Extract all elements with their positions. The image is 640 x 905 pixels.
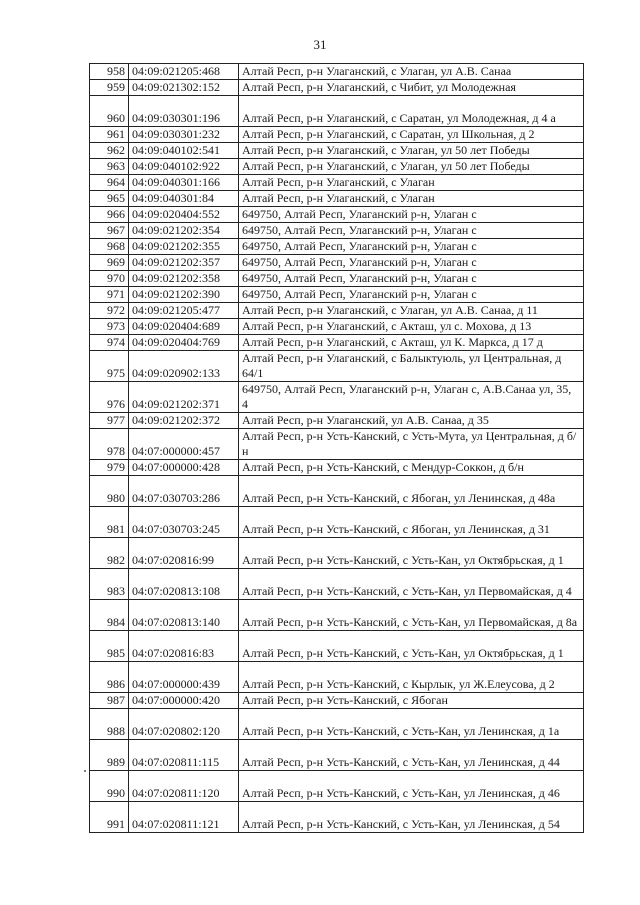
cadastral-number: 04:09:021205:477 [129, 303, 239, 319]
row-number: 980 [90, 476, 129, 507]
address: Алтай Респ, р-н Усть-Канский, с Ябоган [239, 693, 584, 709]
row-number: 968 [90, 239, 129, 255]
table-row [90, 507, 584, 538]
address: Алтай Респ, р-н Улаганский, с Чибит, ул Молодежная [239, 80, 584, 96]
table-row [90, 143, 584, 159]
table-row [90, 476, 584, 507]
cadastral-number: 04:09:020404:689 [129, 319, 239, 335]
table-row [90, 662, 584, 693]
address: Алтай Респ, р-н Улаганский, с Акташ, ул К. Маркса, д 17 д [239, 335, 584, 351]
cadastral-number: 04:07:020816:99 [129, 538, 239, 569]
address: Алтай Респ, р-н Усть-Канский, с Усть-Кан, ул Первомайская, д 4 [239, 569, 584, 600]
row-number: 989 [90, 740, 129, 771]
address: Алтай Респ, р-н Усть-Канский, с Усть-Кан, ул Ленинская, д 44 [239, 740, 584, 771]
row-number: 969 [90, 255, 129, 271]
address: Алтай Респ, р-н Усть-Канский, с Усть-Кан, ул Первомайская, д 8а [239, 600, 584, 631]
table-row [90, 127, 584, 143]
table-row [90, 223, 584, 239]
row-number: 962 [90, 143, 129, 159]
row-number: 983 [90, 569, 129, 600]
table-row [90, 303, 584, 319]
row-number: 959 [90, 80, 129, 96]
row-number: 973 [90, 319, 129, 335]
cadastral-number: 04:09:021202:372 [129, 413, 239, 429]
row-number: 961 [90, 127, 129, 143]
row-number: 982 [90, 538, 129, 569]
cadastral-number: 04:07:020811:115 [129, 740, 239, 771]
row-number: 975 [90, 351, 129, 382]
cadastral-number: 04:07:020813:140 [129, 600, 239, 631]
address: Алтай Респ, р-н Усть-Канский, с Ябоган, ул Ленинская, д 31 [239, 507, 584, 538]
cadastral-number: 04:07:020811:120 [129, 771, 239, 802]
address: Алтай Респ, р-н Улаганский, с Улаган [239, 175, 584, 191]
table-row [90, 802, 584, 833]
address: Алтай Респ, р-н Улаганский, с Улаган, ул 50 лет Победы [239, 143, 584, 159]
row-number: 977 [90, 413, 129, 429]
cadastral-number: 04:07:020811:121 [129, 802, 239, 833]
address: Алтай Респ, р-н Улаганский, ул А.В. Санаа, д 35 [239, 413, 584, 429]
cadastral-number: 04:09:040102:541 [129, 143, 239, 159]
table-row [90, 64, 584, 80]
cadastral-number: 04:09:021202:371 [129, 382, 239, 413]
address: Алтай Респ, р-н Улаганский, с Акташ, ул с. Мохова, д 13 [239, 319, 584, 335]
cadastral-number: 04:07:000000:420 [129, 693, 239, 709]
registry-table [89, 63, 584, 833]
cadastral-number: 04:09:040102:922 [129, 159, 239, 175]
address: Алтай Респ, р-н Усть-Канский, с Усть-Кан, ул Октябрьская, д 1 [239, 631, 584, 662]
table-row [90, 319, 584, 335]
address: Алтай Респ, р-н Улаганский, с Саратан, ул Школьная, д 2 [239, 127, 584, 143]
table-row [90, 271, 584, 287]
table-row [90, 429, 584, 460]
cadastral-number: 04:07:000000:428 [129, 460, 239, 476]
table-row [90, 569, 584, 600]
row-number: 978 [90, 429, 129, 460]
table-row [90, 740, 584, 771]
address: Алтай Респ, р-н Усть-Канский, с Усть-Мута, ул Центральная, д б/н [239, 429, 584, 460]
cadastral-number: 04:09:030301:232 [129, 127, 239, 143]
address: 649750, Алтай Респ, Улаганский р-н, Улаган с, А.В.Санаа ул, 35, 4 [239, 382, 584, 413]
row-number: 960 [90, 96, 129, 127]
table-row [90, 255, 584, 271]
table-row [90, 80, 584, 96]
cadastral-number: 04:09:021202:357 [129, 255, 239, 271]
table-row [90, 771, 584, 802]
row-number: 986 [90, 662, 129, 693]
cadastral-number: 04:07:030703:245 [129, 507, 239, 538]
row-number: 976 [90, 382, 129, 413]
address: 649750, Алтай Респ, Улаганский р-н, Улаган с [239, 271, 584, 287]
row-number: 965 [90, 191, 129, 207]
row-number: 966 [90, 207, 129, 223]
table-row [90, 175, 584, 191]
address: Алтай Респ, р-н Усть-Канский, с Усть-Кан, ул Ленинская, д 1а [239, 709, 584, 740]
address: Алтай Респ, р-н Улаганский, с Улаган, ул 50 лет Победы [239, 159, 584, 175]
address: Алтай Респ, р-н Усть-Канский, с Усть-Кан, ул Ленинская, д 46 [239, 771, 584, 802]
address: 649750, Алтай Респ, Улаганский р-н, Улаган с [239, 255, 584, 271]
address: Алтай Респ, р-н Усть-Канский, с Кырлык, ул Ж.Елеусова, д 2 [239, 662, 584, 693]
table-row [90, 600, 584, 631]
page-number: 31 [313, 37, 327, 52]
address: Алтай Респ, р-н Улаганский, с Балыктуюль, ул Центральная, д 64/1 [239, 351, 584, 382]
address: 649750, Алтай Респ, Улаганский р-н, Улаган с [239, 287, 584, 303]
row-number: 970 [90, 271, 129, 287]
table-row [90, 287, 584, 303]
table-row [90, 413, 584, 429]
address: Алтай Респ, р-н Усть-Канский, с Ябоган, ул Ленинская, д 48а [239, 476, 584, 507]
table-row [90, 460, 584, 476]
cadastral-number: 04:09:040301:84 [129, 191, 239, 207]
table-row [90, 335, 584, 351]
address: 649750, Алтай Респ, Улаганский р-н, Улаган с [239, 207, 584, 223]
address: Алтай Респ, р-н Усть-Канский, с Мендур-Соккон, д б/н [239, 460, 584, 476]
table-row [90, 191, 584, 207]
address: 649750, Алтай Респ, Улаганский р-н, Улаган с [239, 239, 584, 255]
row-number: 964 [90, 175, 129, 191]
table-row [90, 538, 584, 569]
cadastral-number: 04:09:020404:552 [129, 207, 239, 223]
row-number: 990 [90, 771, 129, 802]
table-row [90, 207, 584, 223]
row-number: 958 [90, 64, 129, 80]
cadastral-number: 04:09:020902:133 [129, 351, 239, 382]
cadastral-number: 04:07:020816:83 [129, 631, 239, 662]
address: Алтай Респ, р-н Улаганский, с Саратан, ул Молодежная, д 4 а [239, 96, 584, 127]
table-row [90, 382, 584, 413]
row-number: 979 [90, 460, 129, 476]
row-number: 987 [90, 693, 129, 709]
cadastral-number: 04:07:000000:457 [129, 429, 239, 460]
cadastral-number: 04:09:021302:152 [129, 80, 239, 96]
cadastral-number: 04:07:030703:286 [129, 476, 239, 507]
address: Алтай Респ, р-н Улаганский, с Улаган [239, 191, 584, 207]
table-row [90, 159, 584, 175]
scan-speck [84, 770, 86, 772]
cadastral-number: 04:09:021202:390 [129, 287, 239, 303]
cadastral-number: 04:07:020813:108 [129, 569, 239, 600]
cadastral-number: 04:07:000000:439 [129, 662, 239, 693]
table-row [90, 693, 584, 709]
cadastral-number: 04:09:021202:354 [129, 223, 239, 239]
cadastral-number: 04:09:040301:166 [129, 175, 239, 191]
address: Алтай Респ, р-н Усть-Канский, с Усть-Кан, ул Октябрьская, д 1 [239, 538, 584, 569]
row-number: 972 [90, 303, 129, 319]
table-row [90, 709, 584, 740]
address: Алтай Респ, р-н Улаганский, с Улаган, ул А.В. Санаа, д 11 [239, 303, 584, 319]
table-row [90, 96, 584, 127]
address: Алтай Респ, р-н Улаганский, с Улаган, ул А.В. Санаа [239, 64, 584, 80]
cadastral-number: 04:09:030301:196 [129, 96, 239, 127]
cadastral-number: 04:09:021205:468 [129, 64, 239, 80]
cadastral-number: 04:09:021202:358 [129, 271, 239, 287]
table-row [90, 239, 584, 255]
row-number: 967 [90, 223, 129, 239]
table-row [90, 351, 584, 382]
registry-body [90, 64, 584, 833]
row-number: 981 [90, 507, 129, 538]
cadastral-number: 04:09:020404:769 [129, 335, 239, 351]
row-number: 971 [90, 287, 129, 303]
address: 649750, Алтай Респ, Улаганский р-н, Улаган с [239, 223, 584, 239]
cadastral-number: 04:09:021202:355 [129, 239, 239, 255]
row-number: 991 [90, 802, 129, 833]
row-number: 963 [90, 159, 129, 175]
row-number: 984 [90, 600, 129, 631]
cadastral-number: 04:07:020802:120 [129, 709, 239, 740]
row-number: 974 [90, 335, 129, 351]
address: Алтай Респ, р-н Усть-Канский, с Усть-Кан, ул Ленинская, д 54 [239, 802, 584, 833]
row-number: 985 [90, 631, 129, 662]
row-number: 988 [90, 709, 129, 740]
table-row [90, 631, 584, 662]
